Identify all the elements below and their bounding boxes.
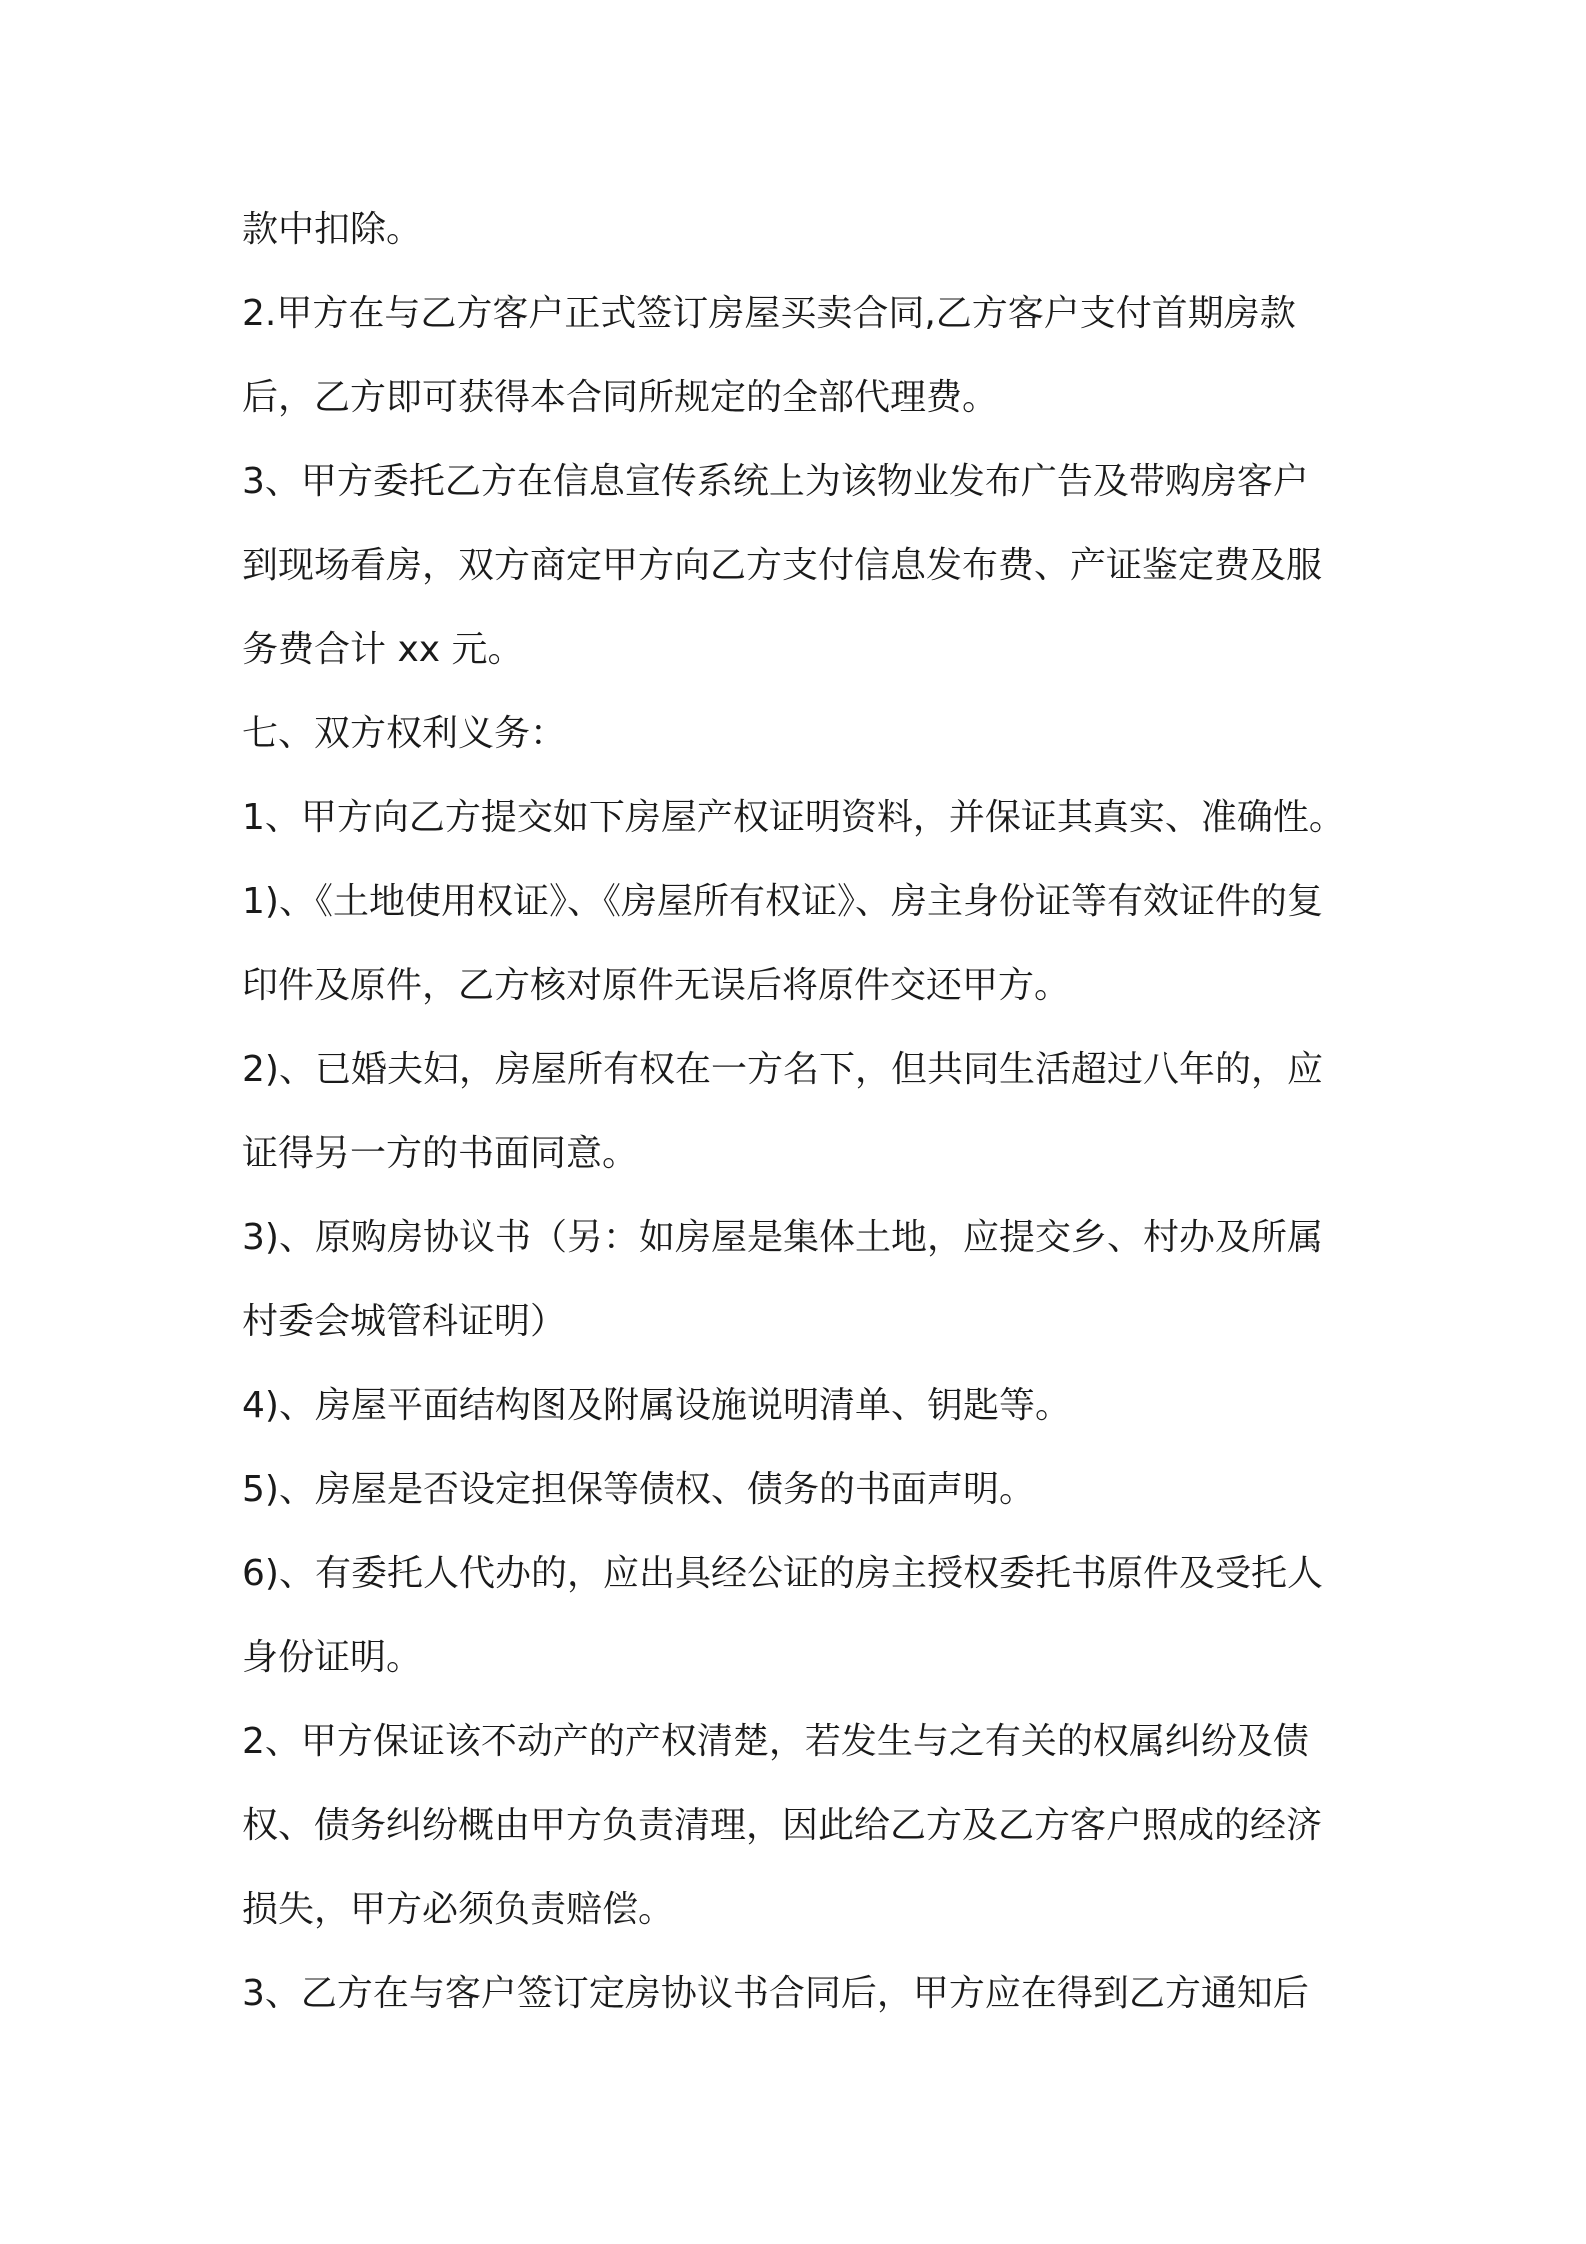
text-line: 2、甲方保证该不动产的产权清楚，若发生与之有关的权属纠纷及债 xyxy=(242,1721,1309,1762)
text-line: 6)、有委托人代办的，应出具经公证的房主授权委托书原件及受托人 xyxy=(242,1553,1323,1594)
text-line: 款中扣除。 xyxy=(242,209,423,250)
text-line: 务费合计 xx 元。 xyxy=(242,629,524,670)
text-line: 后，乙方即可获得本合同所规定的全部代理费。 xyxy=(242,377,999,418)
text-line: 村委会城管科证明） xyxy=(242,1301,567,1342)
text-line: 2.甲方在与乙方客户正式签订房屋买卖合同,乙方客户支付首期房款 xyxy=(242,293,1296,334)
text-line: 5)、房屋是否设定担保等债权、债务的书面声明。 xyxy=(242,1469,1035,1510)
text-line: 1)、《土地使用权证》、《房屋所有权证》、房主身份证等有效证件的复 xyxy=(242,881,1323,922)
text-line: 印件及原件，乙方核对原件无误后将原件交还甲方。 xyxy=(242,965,1071,1006)
text-line: 1、甲方向乙方提交如下房屋产权证明资料，并保证其真实、准确性。 xyxy=(242,797,1345,838)
text-line: 3、乙方在与客户签订定房协议书合同后，甲方应在得到乙方通知后 xyxy=(242,1973,1309,2014)
text-line: 2)、已婚夫妇，房屋所有权在一方名下，但共同生活超过八年的，应 xyxy=(242,1049,1323,1090)
text-line: 到现场看房，双方商定甲方向乙方支付信息发布费、产证鉴定费及服 xyxy=(242,545,1323,586)
text-line: 4)、房屋平面结构图及附属设施说明清单、钥匙等。 xyxy=(242,1385,1071,1426)
section-heading: 七、双方权利义务： xyxy=(242,713,567,754)
text-line: 3)、原购房协议书（另：如房屋是集体土地，应提交乡、村办及所属 xyxy=(242,1217,1323,1258)
text-line: 损失，甲方必须负责赔偿。 xyxy=(242,1889,675,1930)
text-line: 证得另一方的书面同意。 xyxy=(242,1133,639,1174)
text-line: 3、甲方委托乙方在信息宣传系统上为该物业发布广告及带购房客户 xyxy=(242,461,1309,502)
text-line: 权、债务纠纷概由甲方负责清理，因此给乙方及乙方客户照成的经济 xyxy=(242,1805,1323,1846)
text-line: 身份证明。 xyxy=(242,1637,423,1678)
